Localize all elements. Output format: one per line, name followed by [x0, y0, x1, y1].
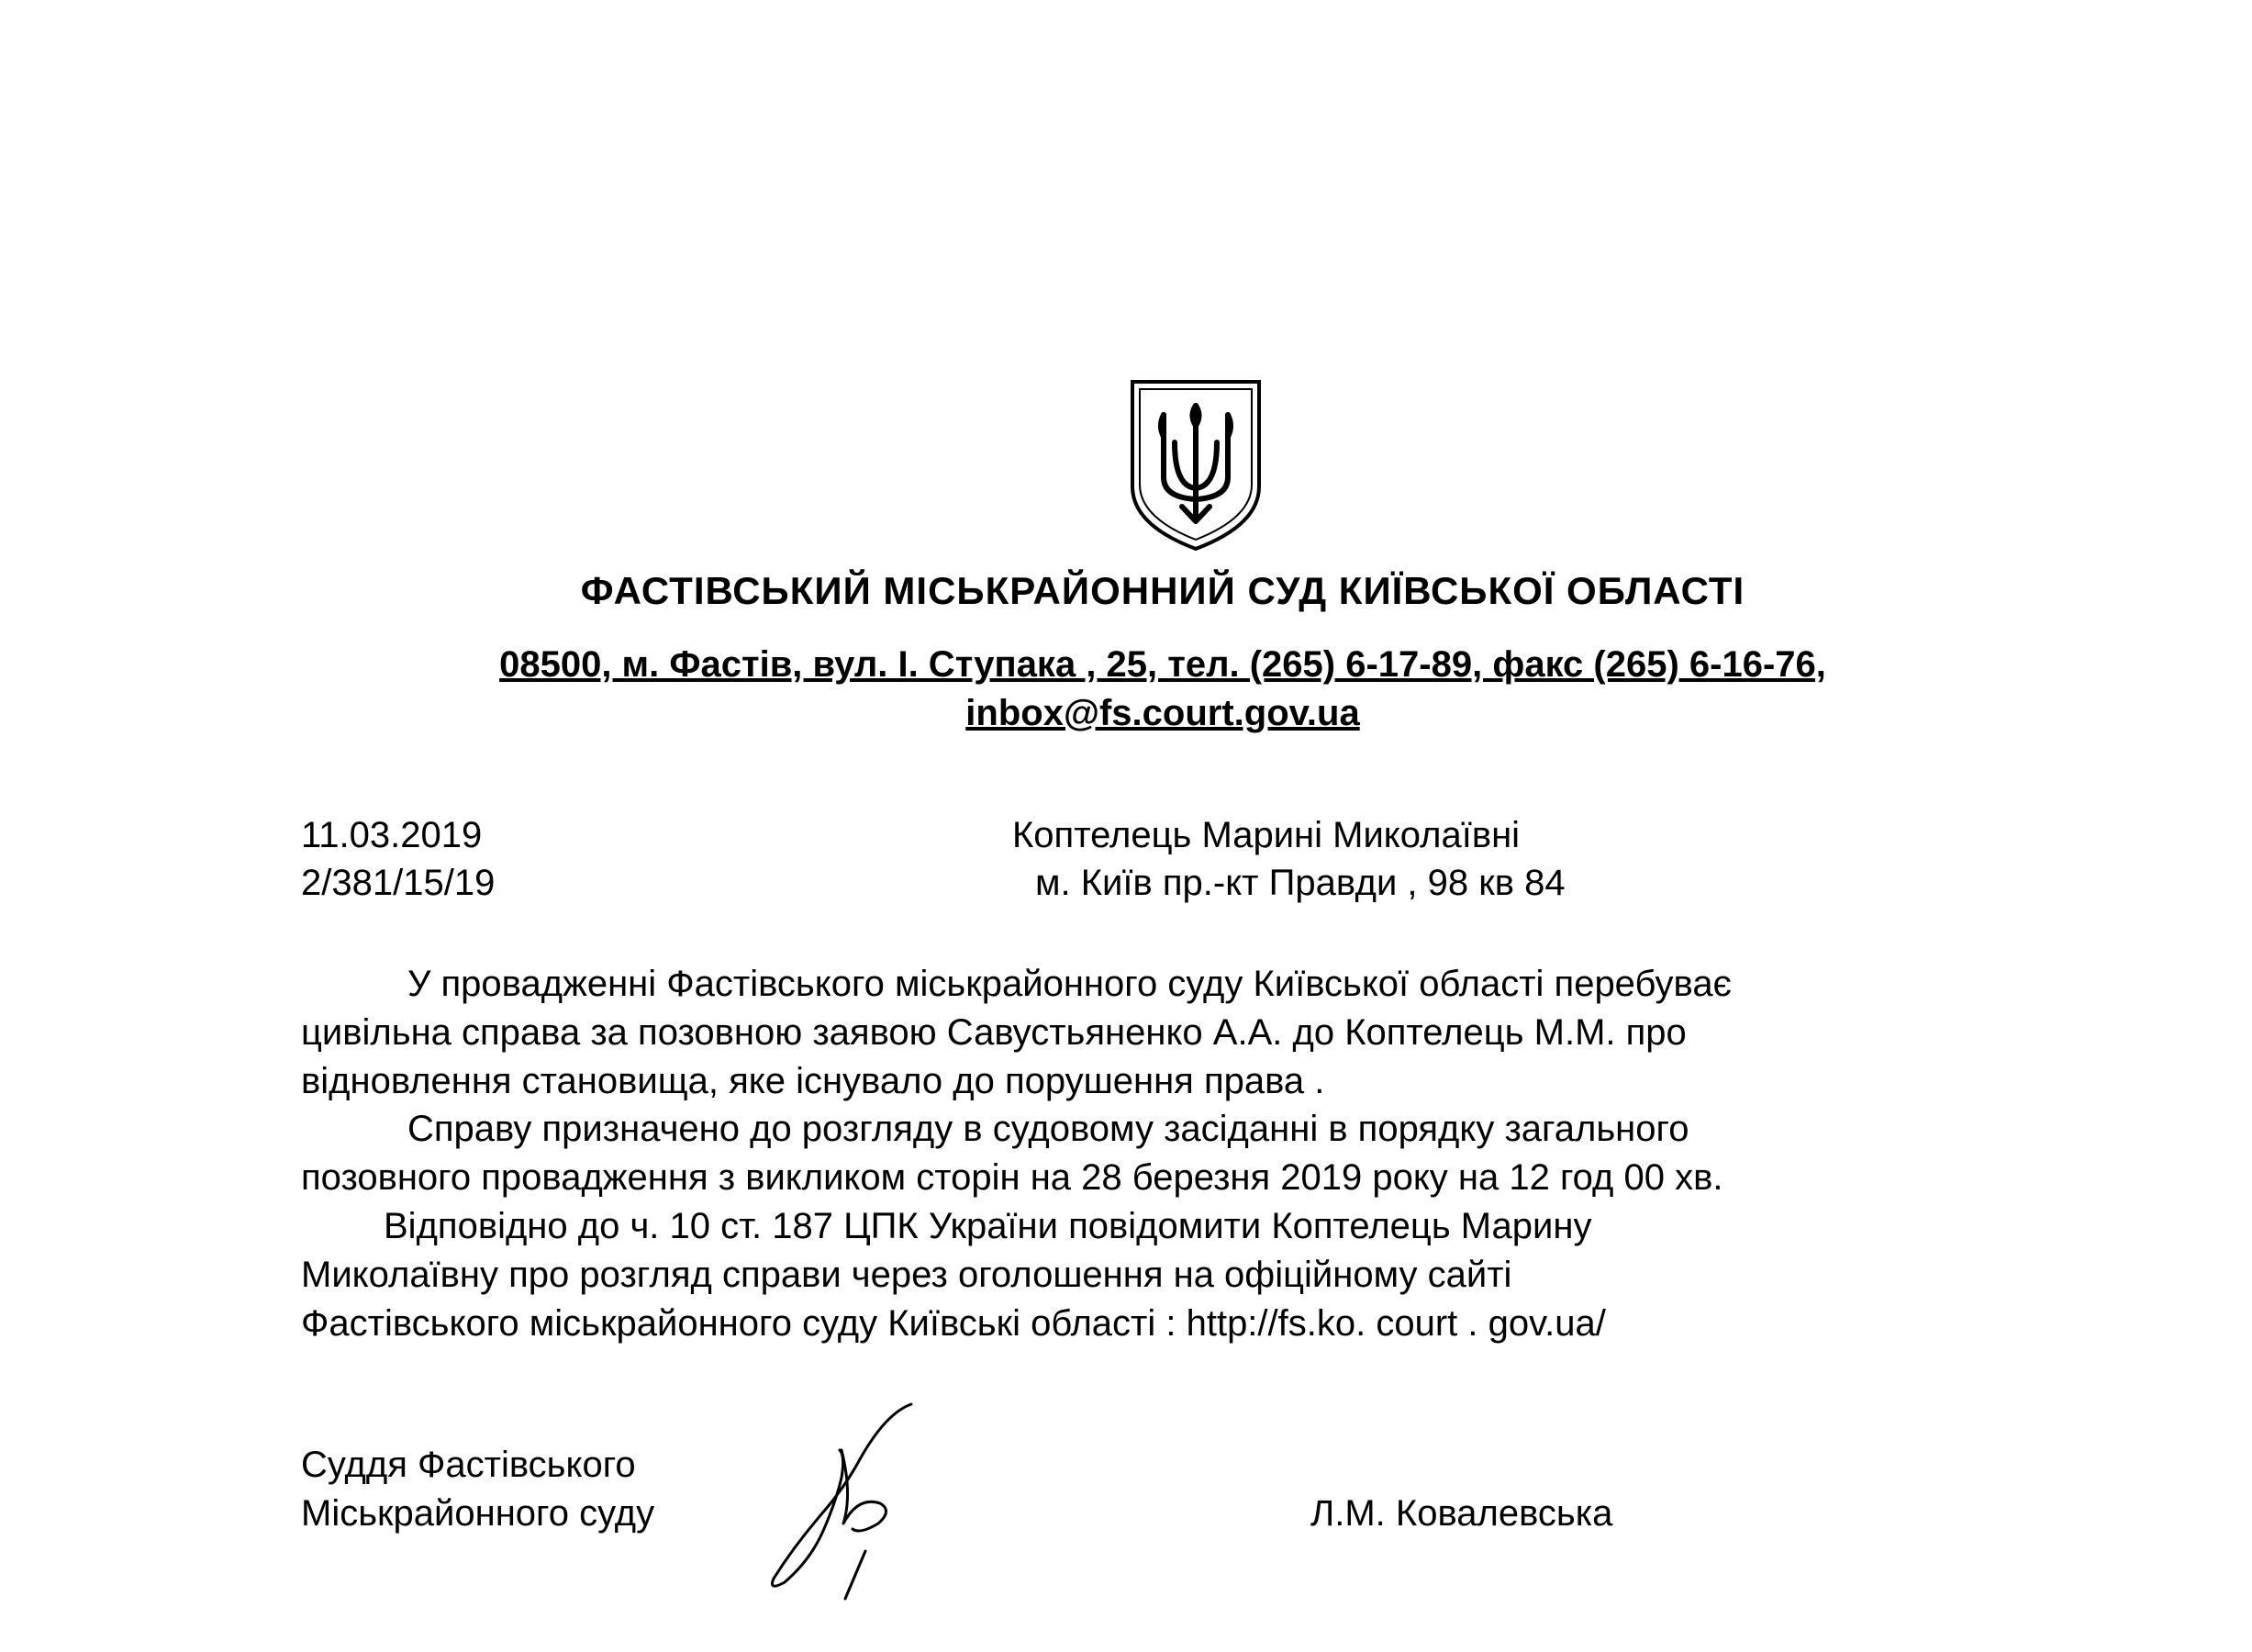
court-address: 08500, м. Фастів, вул. І. Ступака , 25, тел. (265) 6-17-89, факс (265) 6-16-76,: [499, 644, 1826, 685]
body-line: У провадженні Фастівського міськрайонного суду Київської області перебуває: [407, 964, 1732, 1004]
body-line: Відповідно до ч. 10 ст. 187 ЦПК України повідомити Коптелець Марину: [384, 1206, 1592, 1246]
judge-title-line1: Суддя Фастівського: [301, 1445, 636, 1485]
body-line: цивільна справа за позовною заявою Савустьяненко А.А. до Коптелець М.М. про: [301, 1012, 1687, 1053]
judge-title-line2: Міськрайонного суду: [301, 1493, 655, 1534]
court-name: ФАСТІВСЬКИЙ МІСЬКРАЙОННИЙ СУД КИЇВСЬКОЇ ОБЛАСТІ: [580, 569, 1745, 612]
recipient-address: м. Київ пр.-кт Правди , 98 кв 84: [1035, 863, 1566, 903]
judge-name: Л.М. Ковалевська: [1310, 1493, 1613, 1534]
body-line: Справу призначено до розгляду в судовому засіданні в порядку загального: [407, 1109, 1689, 1149]
document-date: 11.03.2019: [301, 815, 483, 855]
body-line: відновлення становища, яке існувало до порушення права .: [301, 1061, 1325, 1101]
body-line: позовного провадження з викликом сторін на 28 березня 2019 року на 12 год 00 хв.: [301, 1157, 1723, 1198]
document-number: 2/381/15/19: [301, 863, 496, 903]
body-line: Фастівського міськрайонного суду Київські області : http://fs.ko. court . gov.ua/: [301, 1303, 1606, 1344]
handwritten-signature: [757, 1395, 931, 1606]
recipient-name: Коптелець Марині Миколаївні: [1012, 815, 1521, 855]
coat-of-arms-icon: [1127, 378, 1265, 553]
body-line: Миколаївну про розгляд справи через оголошення на офіційному сайті: [301, 1255, 1512, 1295]
court-email: inbox@fs.court.gov.ua: [965, 693, 1360, 733]
